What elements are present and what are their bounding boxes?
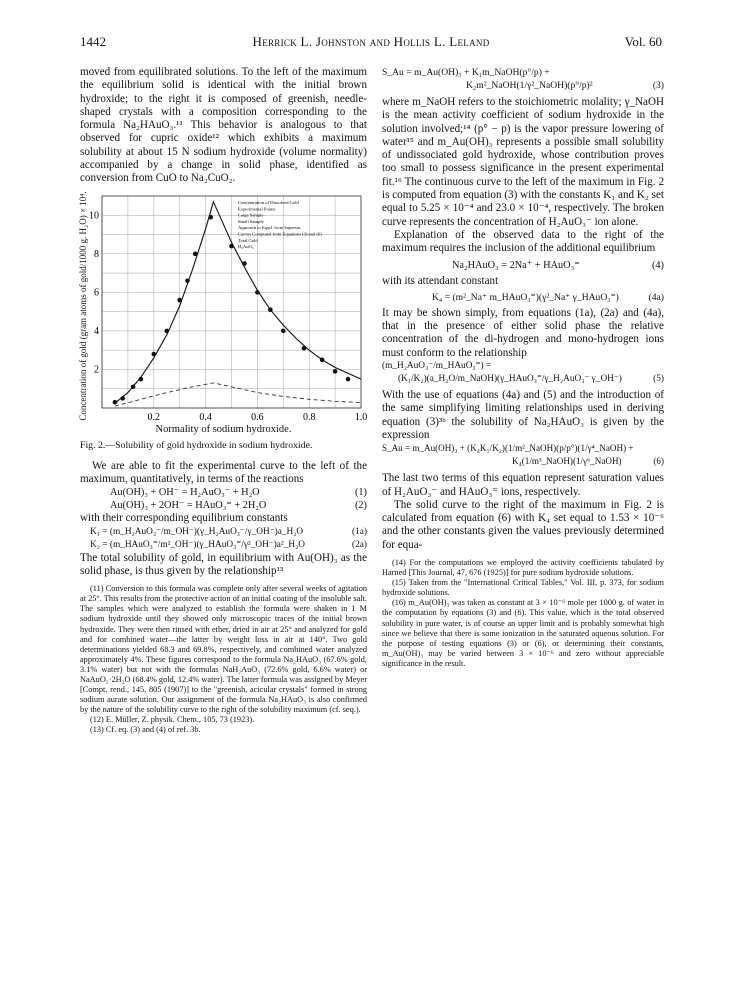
equation-6-line1: S_Au = m_Au(OH)₃ + (K₄K₁/K₂)(1/m²_NaOH)(p/p°)(1/γ⁴_NaOH) + — [382, 443, 634, 454]
data-point — [131, 384, 136, 389]
legend-entry: Approach to Equil. from Supersat. — [238, 224, 302, 230]
y-axis-label: Concentration of gold (gram atoms of gold/1000 g. H₂O) × 10⁴. — [78, 191, 88, 421]
x-tick-label: 0.6 — [251, 411, 264, 423]
data-point — [113, 400, 118, 405]
equation-4: Na₂HAuO₃ = 2Na⁺ + HAuO₃⁼ (4) — [452, 259, 664, 271]
x-tick-label: 0.2 — [147, 411, 161, 423]
equation-2a: K₂ = (m_HAuO₃⁼/m²_OH⁻)(γ_HAuO₃⁼/γ²_OH⁻)a²_H₂O (2a) — [90, 539, 367, 550]
data-point — [120, 396, 125, 401]
data-point — [185, 278, 190, 283]
y-tick-label: 10 — [89, 209, 99, 221]
x-tick-label: 0.4 — [199, 411, 212, 423]
paragraph: It may be shown simply, from equations (1a), (2a) and (4a), that in the presence of either solid phase the relative concentration of the di-hydrogen and mono-hydrogen ions must conform to the relationship — [382, 306, 664, 359]
footnote-15: (15) Taken from the "International Critical Tables," Vol. III, p. 373, for sodium hydroxide solutions. — [382, 578, 664, 598]
running-title: Herrick L. Johnston and Hollis L. Leland — [252, 34, 490, 49]
equation-1a: K₁ = (m_H₂AuO₃⁻/m_OH⁻)(γ_H₂AuO₃⁻/γ_OH⁻)a_H₂O (1a) — [90, 526, 367, 537]
page-number: 1442 — [80, 34, 106, 49]
footnote-12: (12) E. Müller, Z. physik. Chem., 105, 73 (1923). — [90, 715, 255, 725]
paragraph: where m_NaOH refers to the stoichiometric molality; γ_NaOH is the mean activity coefficient of sodium hydroxide in the solution involved;¹⁴ (p° − p) is the vapor pressure lowering of water¹⁵ and m_Au(OH)₃ represents a possible small solubility of undissociated gold hydroxide, whose contribution proves too small to possess significance in the present experimental fit.¹⁶ The continuous curve to the left of the maximum in Fig. 2 is computed from equation (3) with the constants K₁ and K₂ set equal to 5.25 × 10⁻⁴ and 23.0 × 10⁻⁴, respectively. The broken curve represents the concentration of H₂AuO₃⁻ ion alone. — [382, 96, 664, 228]
y-tick-label: 2 — [94, 364, 99, 376]
paragraph: The solid curve to the right of the maximum in Fig. 2 is calculated from equation (6) with K₄ set equal to 1.53 × 10⁻⁶ and the other constants given the values previously determined for equa- — [382, 498, 664, 551]
data-point — [255, 290, 260, 295]
equation-5-line2: (K₁/K₂)(a_H₂O/m_NaOH)(γ_HAuO₃⁼/γ_H₂AuO₃⁻ γ_OH⁻) (5) — [398, 374, 664, 385]
data-point — [346, 376, 351, 381]
legend-entry: Curves Computed from Equations (3) and (6) — [238, 231, 322, 237]
data-point — [320, 357, 325, 362]
equation-1: Au(OH)₃ + OH⁻ = H₂AuO₃⁻ + H₂O (1) — [110, 487, 367, 499]
volume-label: Vol. 60 — [624, 34, 662, 49]
right-column — [382, 66, 664, 669]
data-point — [333, 369, 338, 374]
y-tick-label: 8 — [94, 248, 99, 260]
paragraph: The last two terms of this equation represent saturation values of H₂AuO₃⁻ and HAuO₃⁼ ions, respectively. — [382, 472, 664, 498]
equation-4a: K₄ = (m²_Na⁺ m_HAuO₃⁼)(γ²_Na⁺ γ_HAuO₃⁼) (4a) — [432, 291, 664, 303]
footnote-13: (13) Cf. eq. (3) and (4) of ref. 3b. — [90, 725, 201, 735]
h2auo3-curve — [115, 383, 361, 406]
solubility-chart — [80, 190, 367, 424]
footnote-11: (11) Conversion to this formula was complete only after several weeks of agitation at 25°. This results from the protective action of an initial coating of the insoluble salt. The samples which were analyzed to establish the formula were shaken in 1 M sodium hydroxide until they showed only microscopic traces of the initial brown hydroxide. They were then rinsed with ether, dried in air at 25° and analyzed for gold and for combined water—the latter by weight loss in air at 140°. Two gold determinations yielded 68.3 and 69.8%, respectively, and combined water analyzed approximately 4%. These figures correspond to the formula Na₂HAuO₃ (67.6% gold, 3.1% water) but not with the formulas NaH₂AuO₃ (72.6% gold, 6.6% water) or NaAuO₂·2H₂O (68.4% gold, 12.4% water). The latter formula was assigned by Meyer [Compt. rend., 145, 805 (1907)] to the "greenish, acicular crystals" formed in strong sodium aurate solution. Our assignment of the formula Na₂HAuO₃ is also confirmed by the nature of the solubility curve to the right of the solubility maximum (cf. seq.). — [80, 584, 367, 715]
paragraph: moved from equilibrated solutions. To the left of the maximum the equilibrium solid is identical with the initial brown hydroxide; to the right it is composed of greenish, needle-shaped crystals with a composition corresponding to the formula Na₂HAuO₃.¹¹ This behavior is analogous to that observed for cupric oxide¹² which exhibits a maximum solubility at about 15 N sodium hydroxide (volume normality) accompanied by a change in solid phase, identified as conversion from CuO to Na₂CuO₂. — [80, 66, 367, 185]
paragraph: The total solubility of gold, in equilibrium with Au(OH)₃ as the solid phase, is thus given by the relationship¹³ — [80, 551, 367, 577]
equation-5-line1: (m_H₂AuO₃⁻/m_HAuO₃⁼) = — [382, 361, 492, 372]
x-tick-label: 0.8 — [302, 411, 316, 423]
data-point — [152, 351, 157, 356]
paragraph: with their corresponding equilibrium constants — [80, 512, 288, 525]
x-tick-label: 1.0 — [354, 411, 367, 423]
data-point — [268, 307, 273, 312]
y-tick-label: 4 — [94, 325, 99, 337]
footnote-16: (16) m_Au(OH)₃ was taken as constant at 3 × 10⁻⁶ mole per 1000 g. of water in the computation by equations (3) and (6). This value, which is the total observed solubility in pure water, is of course an upper limit and is probably somewhat high since we believe that there is some ionization in the saturated aqueous solution. For the purpose of testing equations (3) or (6), or determining their constants, m_Au(OH)₃ may be varied between 3 × 10⁻⁶ and zero without appreciable significance in the result. — [382, 598, 664, 668]
left-column — [80, 66, 367, 736]
legend-entry: Small Sample — [238, 218, 264, 224]
data-point — [177, 297, 182, 302]
equation-6-line2: K₄(1/m³_NaOH)(1/γ⁶_NaOH) (6) — [512, 456, 664, 467]
footnotes-right — [382, 558, 664, 669]
legend-entry: Large Sample — [238, 212, 264, 218]
paragraph: With the use of equations (4a) and (5) and the introduction of the same simplifying limiting relationships used in deriving equation (3)³ᵇ the solubility of Na₂HAuO₃ is given by the expression — [382, 389, 664, 441]
data-point — [139, 376, 144, 381]
legend-entry: Experimental Points — [238, 205, 276, 211]
legend-entry: Concentration of Dissolved Gold — [238, 199, 299, 205]
data-point — [302, 346, 307, 351]
data-point — [242, 261, 247, 266]
x-axis-label: Normality of sodium hydroxide. — [155, 423, 292, 435]
equation-2: Au(OH)₃ + 2OH⁻ = HAuO₃⁼ + 2H₂O (2) — [110, 500, 367, 512]
footnote-14: (14) For the computations we employed the activity coefficients tabulated by Harned [This Journal, 47, 676 (1925)] for pure sodium hydroxide solutions. — [382, 558, 664, 578]
figure-caption: Fig. 2.—Solubility of gold hydroxide in sodium hydroxide. — [80, 439, 313, 451]
figure-2 — [80, 190, 367, 438]
data-point — [164, 328, 169, 333]
equation-3-line2: K₂m²_NaOH(1/γ²_NaOH)(p°/p)² (3) — [466, 80, 664, 91]
legend-entry: H₂AuO₃⁻ — [238, 243, 256, 249]
paragraph: Explanation of the observed data to the right of the maximum requires the inclusion of the additional equilibrium — [382, 228, 664, 255]
page-header — [80, 34, 662, 50]
data-point — [281, 328, 286, 333]
footnotes-left — [80, 584, 367, 735]
paragraph: with its attendant constant — [382, 274, 499, 287]
data-point — [229, 243, 234, 248]
y-tick-label: 6 — [94, 287, 99, 299]
data-point — [193, 251, 198, 256]
paragraph: We are able to fit the experimental curve to the left of the maximum, quantitatively, in terms of the reactions — [80, 459, 367, 485]
legend-entry: Total Gold — [238, 237, 258, 243]
data-point — [208, 215, 213, 220]
equation-3-line1: S_Au = m_Au(OH)₃ + K₁m_NaOH(p°/p) + — [382, 67, 550, 78]
